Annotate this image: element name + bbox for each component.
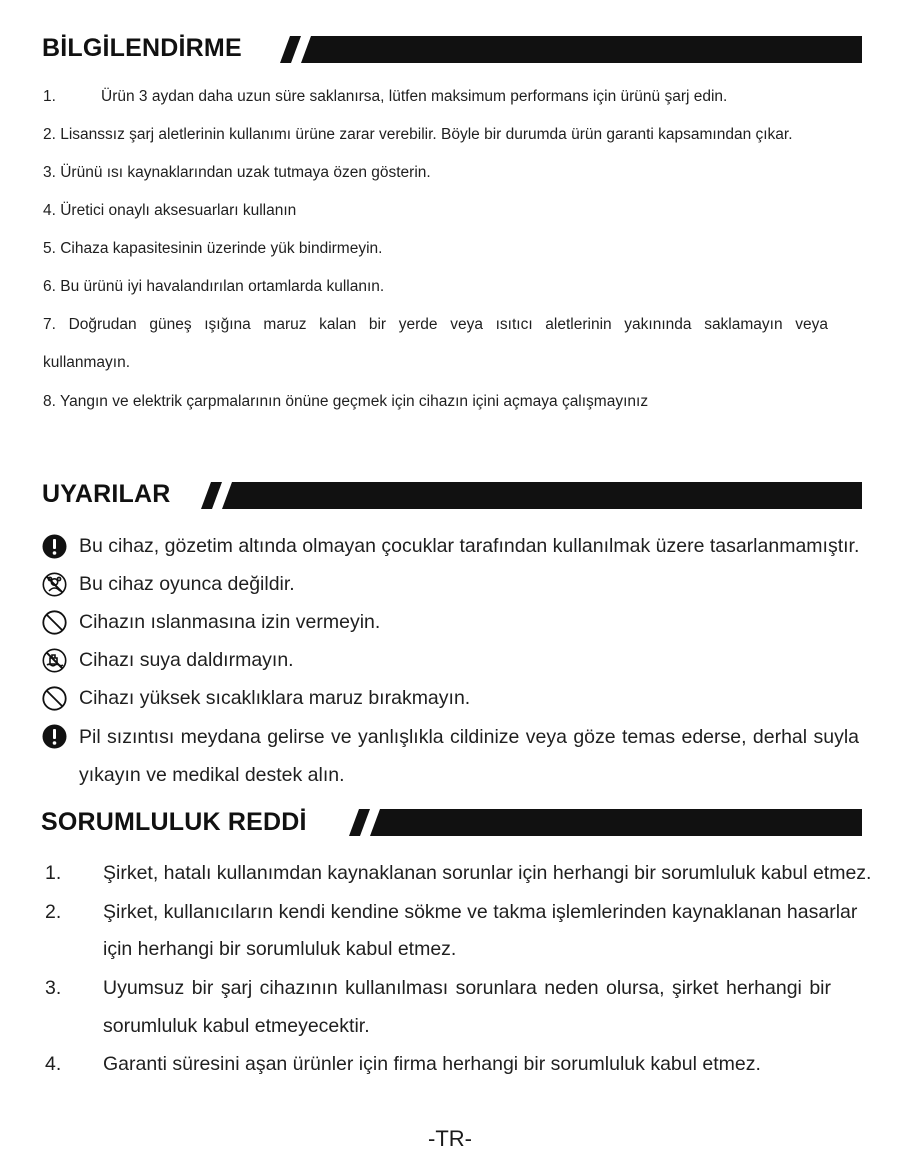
disclaimer-item-4: Garanti süresini aşan ürünler için firma herhangi bir sorumluluk kabul etmez.: [103, 1053, 761, 1075]
info-item-7-line-2: kullanmayın.: [43, 354, 131, 371]
warning-item-4: Cihazı suya daldırmayın.: [79, 649, 294, 671]
page-footer: -TR-: [428, 1126, 472, 1151]
warnings-heading-bar: [201, 482, 862, 509]
info-heading-bar: [280, 36, 862, 63]
disclaimer-item-3-number: 3.: [45, 977, 62, 999]
warning-item-6-line-1: Pil sızıntısı meydana gelirse ve yanlışlıkla cildinize veya göze temas ederse, derhal suyla: [79, 726, 859, 748]
warning-item-5: Cihazı yüksek sıcaklıklara maruz bırakmayın.: [79, 687, 471, 709]
warning-item-1: Bu cihaz, gözetim altında olmayan çocuklar tarafından kullanılmak üzere tasarlanmamıştır.: [79, 535, 860, 557]
no-immersion-icon: [42, 648, 67, 673]
warning-item-6-line-2: yıkayın ve medikal destek alın.: [79, 764, 345, 786]
disclaimer-item-4-number: 4.: [45, 1053, 62, 1075]
prohibited-icon: [42, 610, 67, 635]
disclaimer-item-3-line-1: Uyumsuz bir şarj cihazının kullanılması sorunlara neden olursa, şirket herhangi bir: [103, 977, 831, 999]
prohibited-icon: [42, 686, 67, 711]
warning-item-3: Cihazın ıslanmasına izin vermeyin.: [79, 611, 381, 633]
warnings-heading: UYARILAR: [42, 480, 171, 508]
disclaimer-item-2-line-1: Şirket, kullanıcıların kendi kendine sökme ve takma işlemlerinden kaynaklanan hasarlar: [103, 901, 858, 923]
disclaimer-heading: SORUMLULUK REDDİ: [41, 808, 307, 836]
warning-item-2: Bu cihaz oyunca değildir.: [79, 573, 295, 595]
exclamation-icon: [42, 534, 67, 559]
info-item-3: 3. Ürünü ısı kaynaklarından uzak tutmaya özen gösterin.: [43, 164, 431, 181]
disclaimer-item-1-number: 1.: [45, 862, 62, 884]
disclaimer-item-2-number: 2.: [45, 901, 62, 923]
info-item-6: 6. Bu ürünü iyi havalandırılan ortamlarda kullanın.: [43, 278, 385, 295]
exclamation-icon: [42, 724, 67, 749]
disclaimer-item-3-line-2: sorumluluk kabul etmeyecektir.: [103, 1015, 370, 1037]
info-item-8: 8. Yangın ve elektrik çarpmalarının önüne geçmek için cihazın içini açmaya çalışmayınız: [43, 393, 649, 410]
disclaimer-item-1: Şirket, hatalı kullanımdan kaynaklanan sorunlar için herhangi bir sorumluluk kabul etmez.: [103, 862, 872, 884]
info-item-5: 5. Cihaza kapasitesinin üzerinde yük bindirmeyin.: [43, 240, 383, 257]
info-heading: BİLGİLENDİRME: [42, 34, 242, 62]
info-item-2: 2. Lisanssız şarj aletlerinin kullanımı ürüne zarar verebilir. Böyle bir durumda ürün garanti kapsamından çıkar.: [43, 126, 793, 143]
disclaimer-item-2-line-2: için herhangi bir sorumluluk kabul etmez.: [103, 938, 457, 960]
info-item-4: 4. Üretici onaylı aksesuarları kullanın: [43, 202, 297, 219]
disclaimer-heading-bar: [349, 809, 862, 836]
info-item-7-line-1: 7. Doğrudan güneş ışığına maruz kalan bir yerde veya ısıtıcı aletlerinin yakınında saklamayın veya: [43, 316, 828, 333]
info-item-1-number: 1.: [43, 88, 56, 105]
no-toy-icon: [42, 572, 67, 597]
info-item-1: Ürün 3 aydan daha uzun süre saklanırsa, lütfen maksimum performans için ürünü şarj edin.: [101, 88, 728, 105]
